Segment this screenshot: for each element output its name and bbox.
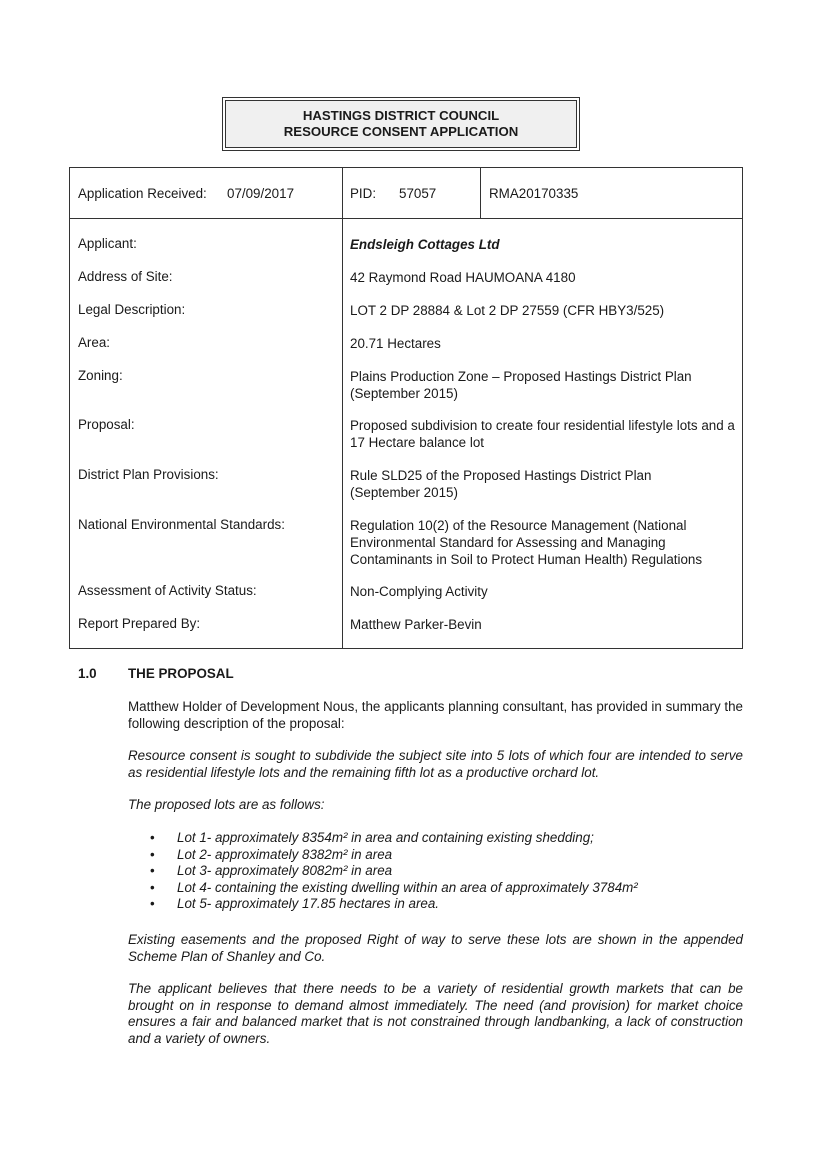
site-address-value: 42 Raymond Road HAUMOANA 4180: [350, 270, 576, 285]
document-title: [225, 100, 577, 148]
plan-provisions-label: District Plan Provisions:: [78, 467, 219, 482]
list-item: [128, 880, 638, 897]
pid-label: PID:: [350, 186, 377, 201]
list-item: [128, 863, 638, 880]
belief-paragraph: The applicant believes that there needs to be a variety of residential growth markets that can be brought on in response to demand almost immediately. The need (and provision) for market choice ensures a fair and balanced market that is not constrained through landbanking, a lack of construction and a variety of owners.: [128, 981, 743, 1046]
bullet-icon: •: [150, 846, 155, 862]
title-line-1: HASTINGS DISTRICT COUNCIL: [302, 108, 500, 123]
proposal-value: Proposed subdivision to create four residential lifestyle lots and a 17 Hectare balance lot: [350, 418, 735, 450]
prepared-by-label: Report Prepared By:: [78, 616, 201, 631]
title-line-2: RESOURCE CONSENT APPLICATION: [283, 124, 519, 139]
prepared-by-value: Matthew Parker-Bevin: [350, 617, 482, 632]
lot-text: Lot 2- approximately 8382m² in area: [177, 846, 393, 862]
applicant-value: Endsleigh Cottages Ltd: [350, 237, 500, 252]
rma-number: RMA20170335: [489, 186, 579, 201]
document-title-box: [222, 97, 580, 151]
area-value: 20.71 Hectares: [350, 336, 441, 351]
lot-text: Lot 4- containing the existing dwelling within an area of approximately 3784m²: [177, 879, 638, 895]
area-label: Area:: [78, 335, 111, 350]
section-title: THE PROPOSAL: [128, 666, 234, 681]
section-number: 1.0: [78, 666, 97, 681]
bullet-icon: •: [150, 830, 155, 845]
easements-paragraph: Existing easements and the proposed Right of way to serve these lots are shown in the appended Scheme Plan of Shanley and Co.: [128, 932, 743, 964]
legal-description-label: Legal Description:: [78, 302, 186, 317]
table-divider-vertical: [342, 168, 343, 648]
lots-intro-paragraph: The proposed lots are as follows:: [128, 797, 325, 812]
legal-description-value: LOT 2 DP 28884 & Lot 2 DP 27559 (CFR HBY3/525): [350, 303, 665, 318]
nes-label: National Environmental Standards:: [78, 517, 285, 532]
pid-value: 57057: [399, 186, 437, 201]
bullet-icon: •: [150, 879, 155, 895]
applicant-label: Applicant:: [78, 236, 137, 251]
nes-value: Regulation 10(2) of the Resource Management (National Environmental Standard for Assessing and Managing Contaminants in Soil to Protect Human Health) Regulations: [350, 518, 703, 567]
zoning-value: Plains Production Zone – Proposed Hastings District Plan (September 2015): [350, 369, 692, 401]
site-address-label: Address of Site:: [78, 269, 173, 284]
proposal-label: Proposal:: [78, 417, 135, 432]
table-divider-horizontal: [70, 218, 742, 219]
lot-text: Lot 1- approximately 8354m² in area and containing existing shedding;: [177, 830, 594, 845]
bullet-icon: •: [150, 863, 155, 878]
lot-text: Lot 5- approximately 17.85 hectares in area.: [177, 896, 440, 911]
consent-paragraph: Resource consent is sought to subdivide the subject site into 5 lots of which four are intended to serve as residential lifestyle lots and the remaining fifth lot as a productive orchard lot.: [128, 748, 743, 780]
plan-provisions-value: Rule SLD25 of the Proposed Hastings District Plan (September 2015): [350, 468, 652, 500]
list-item: [128, 896, 638, 913]
received-label: Application Received:: [78, 186, 207, 201]
proposed-lots-list: [128, 830, 638, 913]
activity-status-label: Assessment of Activity Status:: [78, 583, 257, 598]
application-details-table: [69, 167, 743, 649]
activity-status-value: Non-Complying Activity: [350, 584, 488, 599]
lot-text: Lot 3- approximately 8082m² in area: [177, 863, 393, 878]
list-item: [128, 830, 638, 847]
table-divider-vertical-top: [480, 168, 481, 218]
bullet-icon: •: [150, 896, 155, 911]
list-item: [128, 847, 638, 864]
received-date: 07/09/2017: [227, 186, 295, 201]
zoning-label: Zoning:: [78, 368, 123, 383]
intro-paragraph: Matthew Holder of Development Nous, the applicants planning consultant, has provided in summary the following description of the proposal:: [128, 699, 743, 731]
